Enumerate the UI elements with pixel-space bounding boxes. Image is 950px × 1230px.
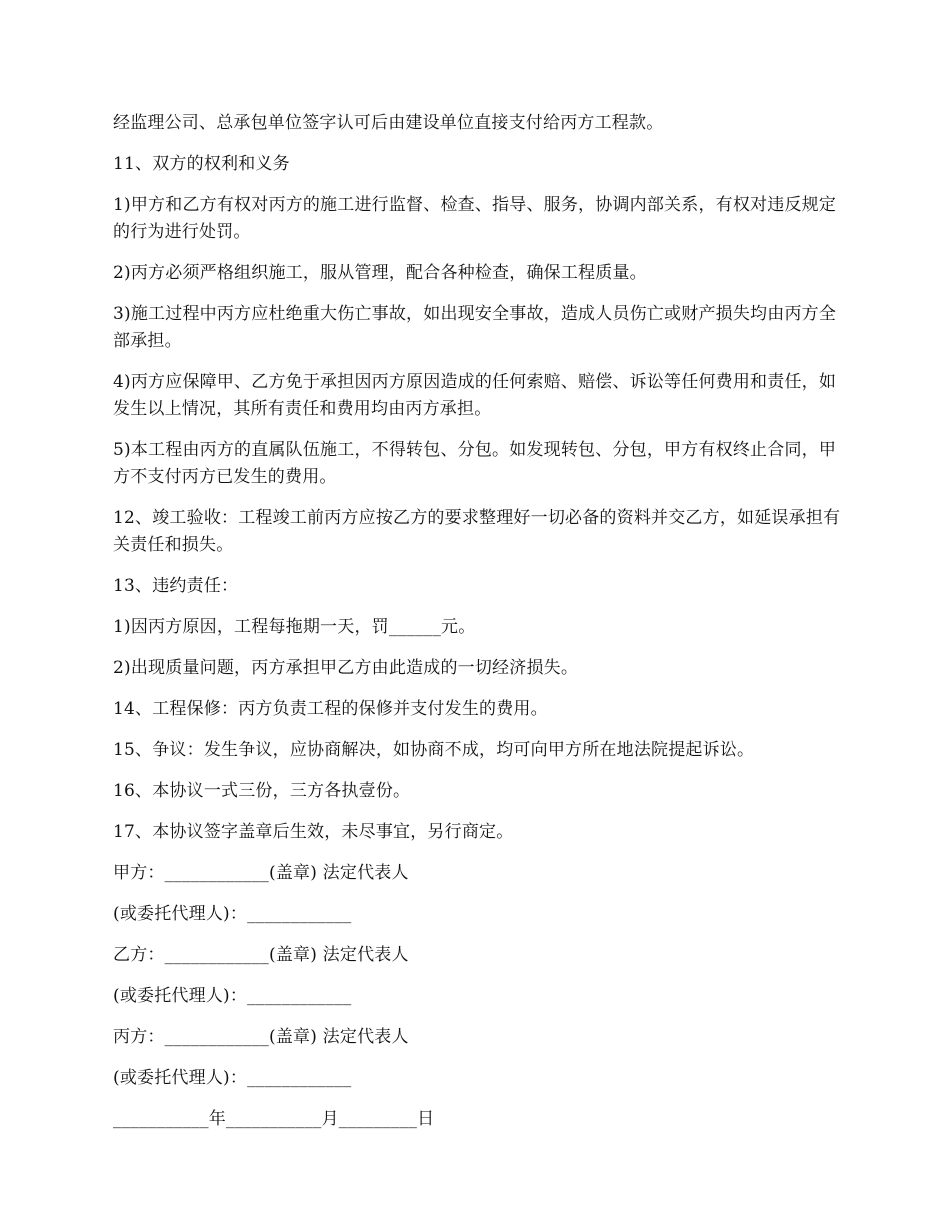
document-body xyxy=(113,110,843,1147)
signature-party-a-agent: (或委托代理人)：____________ xyxy=(113,904,352,924)
signature-party-c: 丙方：____________(盖章) 法定代表人 xyxy=(113,1027,409,1047)
clause-11-3: 3)施工过程中丙方应杜绝重大伤亡事故，如出现安全事故，造成人员伤亡或财产损失均由丙方全部承担。 xyxy=(113,304,837,351)
signature-date: ___________年___________月_________日 xyxy=(113,1109,435,1129)
section-14-warranty: 14、工程保修：丙方负责工程的保修并支付发生的费用。 xyxy=(113,699,548,719)
signature-party-b-agent: (或委托代理人)：____________ xyxy=(113,986,352,1006)
section-12-acceptance: 12、竣工验收：工程竣工前丙方应按乙方的要求整理好一切必备的资料并交乙方，如延误承担有关责任和损失。 xyxy=(113,508,841,555)
clause-11-5: 5)本工程由丙方的直属队伍施工，不得转包、分包。如发现转包、分包，甲方有权终止合同，甲方不支付丙方已发生的费用。 xyxy=(113,440,837,487)
signature-party-b: 乙方：____________(盖章) 法定代表人 xyxy=(113,945,409,965)
signature-party-c-agent: (或委托代理人)：____________ xyxy=(113,1068,352,1088)
clause-11-1: 1)甲方和乙方有权对丙方的施工进行监督、检查、指导、服务，协调内部关系，有权对违反规定的行为进行处罚。 xyxy=(113,195,837,242)
clause-11-4: 4)丙方应保障甲、乙方免于承担因丙方原因造成的任何索赔、赔偿、诉讼等任何费用和责任，如发生以上情况，其所有责任和费用均由丙方承担。 xyxy=(113,372,837,419)
section-11-heading: 11、双方的权利和义务 xyxy=(113,154,290,174)
section-16-copies: 16、本协议一式三份，三方各执壹份。 xyxy=(113,781,411,801)
paragraph-payment-note: 经监理公司、总承包单位签字认可后由建设单位直接支付给丙方工程款。 xyxy=(113,113,664,133)
signature-party-a: 甲方：____________(盖章) 法定代表人 xyxy=(113,863,409,883)
clause-11-2: 2)丙方必须严格组织施工，服从管理，配合各种检查，确保工程质量。 xyxy=(113,263,647,283)
section-17-effective: 17、本协议签字盖章后生效，未尽事宜，另行商定。 xyxy=(113,822,514,842)
clause-13-2: 2)出现质量问题，丙方承担甲乙方由此造成的一切经济损失。 xyxy=(113,658,579,678)
section-15-dispute: 15、争议：发生争议，应协商解决，如协商不成，均可向甲方所在地法院提起诉讼。 xyxy=(113,740,755,760)
clause-13-1: 1)因丙方原因，工程每拖期一天，罚______元。 xyxy=(113,617,476,637)
section-13-heading: 13、违约责任： xyxy=(113,576,239,596)
